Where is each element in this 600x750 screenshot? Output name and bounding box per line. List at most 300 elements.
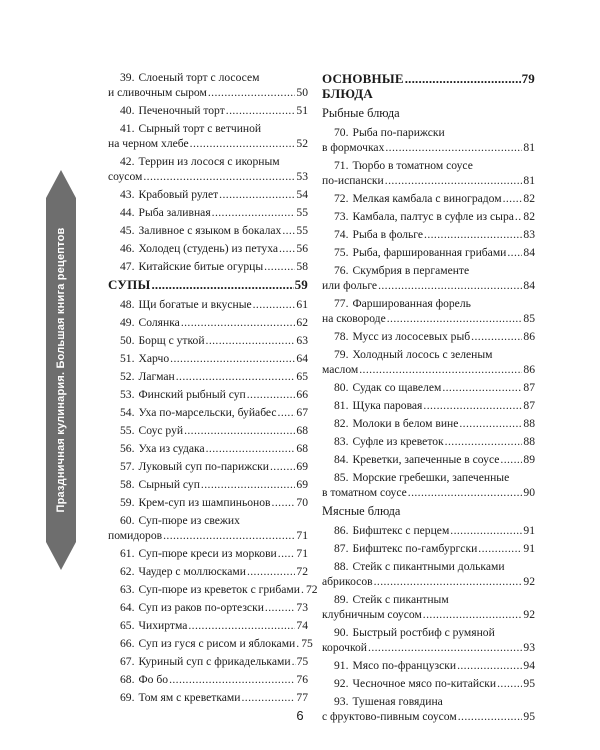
entry-number: 75 . (322, 245, 353, 260)
entry-number: 63 . (108, 582, 139, 597)
toc-entry-second-line (108, 85, 308, 100)
entry-title: Рыба, фаршированная грибами (352, 246, 507, 259)
leader-dots (212, 205, 296, 220)
entry-number: 76 . (334, 264, 353, 277)
entry-title: Рыба заливная (138, 206, 211, 219)
leader-dots (378, 278, 522, 293)
toc-entry-second-line (322, 140, 535, 155)
toc-entry-first-line (322, 125, 535, 140)
entry-title: Судак со щавелем (352, 381, 442, 394)
toc-entry (108, 405, 308, 420)
toc-entry (322, 329, 535, 344)
entry-number: 73 . (322, 209, 353, 224)
leader-dots (408, 485, 523, 500)
entry-page: 63 (296, 334, 308, 347)
toc-entry (108, 600, 308, 615)
entry-title: Мясо по-французски (352, 659, 457, 672)
entry-title: Чаудер с моллюсками (138, 565, 246, 578)
entry-title: Борщ с уткой (138, 334, 205, 347)
entry-number: 70 . (334, 126, 353, 139)
entry-title: Бифштекс по-гамбургски (352, 542, 478, 555)
toc-entry-first-line (108, 121, 308, 136)
entry-title-line2: с фруктово-пивным соусом (322, 710, 457, 723)
entry-title-line1: Рыба по-парижски (352, 126, 445, 139)
entry-page: 86 (523, 330, 535, 343)
toc-entry (108, 690, 308, 705)
leader-dots (181, 315, 296, 330)
toc-entry (108, 187, 308, 202)
toc-entry (108, 351, 308, 366)
toc-entry (108, 441, 308, 456)
entry-title-line1: Холодный лосось с зеленым (352, 348, 493, 361)
entry-number: 86 . (322, 523, 353, 538)
toc-entry-first-line (322, 625, 535, 640)
entry-title-line2: на сковороде (322, 312, 386, 325)
toc-entry (108, 315, 308, 330)
entry-title-line2: по-испански (322, 174, 384, 187)
entry-number: 43 . (108, 187, 139, 202)
entry-number: 40 . (108, 103, 139, 118)
entry-title-line1: Скумбрия в пергаменте (352, 264, 470, 277)
entry-page: 68 (296, 424, 308, 437)
entry-title: Суфле из креветок (352, 435, 444, 448)
leader-dots (265, 600, 296, 615)
toc-entry-first-line (322, 559, 535, 574)
entry-number: 66 . (108, 636, 139, 651)
toc-entry (108, 70, 308, 100)
toc-left-column (108, 70, 318, 708)
entry-number: 69 . (108, 690, 139, 705)
leader-dots (143, 169, 295, 184)
entry-page: 85 (523, 312, 535, 325)
toc-entry (322, 191, 535, 206)
leader-dots (296, 636, 300, 651)
entry-number: 59 . (108, 495, 139, 510)
leader-dots (457, 658, 522, 673)
entry-title-line1: Тушеная говядина (352, 695, 443, 708)
toc-entry-first-line (322, 158, 535, 173)
entry-title-line2: и сливочным сыром (108, 86, 207, 99)
toc-entry (108, 297, 308, 312)
toc-entry (322, 347, 535, 377)
entry-page: 75 (301, 637, 313, 650)
entry-title-line2: маслом (322, 363, 359, 376)
entry-title: Харчо (138, 352, 170, 365)
entry-page: 86 (523, 363, 535, 376)
toc-entry-second-line (322, 574, 535, 589)
leader-dots (405, 71, 521, 86)
entry-page: 90 (523, 486, 535, 499)
entry-page: 93 (523, 641, 535, 654)
entry-number: 55 . (108, 423, 139, 438)
entry-number: 71 . (334, 159, 353, 172)
entry-page: 88 (523, 435, 535, 448)
entry-page: 52 (296, 137, 308, 150)
leader-dots (301, 582, 305, 597)
toc-entry (322, 452, 535, 467)
leader-dots (500, 452, 522, 467)
leader-dots (206, 441, 296, 456)
entry-number: 82 . (322, 416, 353, 431)
entry-page: 55 (296, 224, 308, 237)
entry-page: 69 (296, 460, 308, 473)
entry-number: 48 . (108, 297, 139, 312)
toc-entry (322, 523, 535, 538)
entry-title: Суп из раков по-ортезски (138, 601, 264, 614)
leader-dots (169, 672, 295, 687)
entry-number: 52 . (108, 369, 139, 384)
toc-entry-first-line (322, 263, 535, 278)
entry-number: 67 . (108, 654, 139, 669)
entry-title-line2: в формочках (322, 141, 385, 154)
leader-dots (163, 528, 295, 543)
entry-page: 55 (296, 206, 308, 219)
entry-title: Фо бо (138, 673, 169, 686)
toc-entry-first-line (322, 296, 535, 311)
entry-title: Сырный суп (138, 478, 200, 491)
entry-title: Крабовый рулет (138, 188, 219, 201)
leader-dots (270, 459, 295, 474)
toc-entry-second-line (322, 640, 535, 655)
entry-page: 53 (296, 170, 308, 183)
entry-page: 64 (296, 352, 308, 365)
leader-dots (170, 351, 295, 366)
toc-entry (108, 672, 308, 687)
entry-title: Том ям с креветками (138, 691, 241, 704)
entry-number: 89 . (334, 593, 353, 606)
toc-entries-meat (322, 523, 535, 724)
entry-title-line1: Слоеный торт с лососем (138, 71, 260, 84)
page-number: 6 (296, 708, 304, 723)
entry-title: Чихиртма (138, 619, 188, 632)
entry-page: 82 (523, 192, 535, 205)
toc-entry-second-line (322, 311, 535, 326)
section-page: 59 (294, 277, 308, 292)
entry-page: 83 (523, 228, 535, 241)
toc-entry (108, 618, 308, 633)
entry-page: 88 (523, 417, 535, 430)
entry-page: 74 (296, 619, 308, 632)
leader-dots (219, 187, 295, 202)
leader-dots (503, 191, 523, 206)
entry-number: 50 . (108, 333, 139, 348)
leader-dots (424, 227, 522, 242)
entry-title-line2: корочкой (322, 641, 368, 654)
toc-entry (108, 513, 308, 543)
leader-dots (282, 223, 295, 238)
entry-number: 84 . (322, 452, 353, 467)
entry-page: 72 (296, 565, 308, 578)
toc-entry (108, 121, 308, 151)
entry-number: 68 . (108, 672, 139, 687)
entry-page: 94 (523, 659, 535, 672)
entry-page: 70 (296, 496, 308, 509)
toc-entry (108, 369, 308, 384)
leader-dots (445, 434, 523, 449)
section-heading-soups (108, 277, 308, 292)
entry-title: Мелкая камбала с виноградом (352, 192, 502, 205)
entry-title-line2: помидоров (108, 529, 163, 542)
entry-title-line2: в томатном соусе (322, 486, 407, 499)
entry-page: 75 (296, 655, 309, 668)
entry-number: 90 . (334, 626, 353, 639)
leader-dots (387, 311, 523, 326)
entry-title: Лагман (138, 370, 175, 383)
entry-title: Крем-суп из шампиньонов (138, 496, 271, 509)
entry-number: 83 . (322, 434, 353, 449)
entry-number: 78 . (322, 329, 353, 344)
entry-number: 65 . (108, 618, 139, 633)
entry-number: 74 . (322, 227, 353, 242)
entry-number: 57 . (108, 459, 139, 474)
entry-page: 84 (523, 279, 535, 292)
toc-entry-first-line (108, 513, 308, 528)
entry-page: 71 (296, 547, 308, 560)
leader-dots (359, 362, 522, 377)
entry-title-line1: Сырный торт с ветчиной (138, 122, 262, 135)
toc-entry (108, 636, 313, 651)
toc-entries-soups (108, 297, 318, 705)
toc-entry (322, 658, 535, 673)
leader-dots (151, 277, 293, 292)
entry-page: 92 (523, 608, 535, 621)
entry-page: 81 (523, 141, 535, 154)
entry-page: 68 (296, 442, 308, 455)
toc-entry (108, 477, 308, 492)
entry-number: 42 . (120, 155, 139, 168)
toc-entry (108, 259, 308, 274)
entry-number: 64 . (108, 600, 139, 615)
entry-number: 72 . (322, 191, 353, 206)
leader-dots (176, 369, 296, 384)
leader-dots (478, 541, 522, 556)
entry-title: Камбала, палтус в суфле из сыра (352, 210, 514, 223)
section-heading-main-dishes (322, 71, 535, 101)
entry-title-line1: Морские гребешки, запеченные (352, 471, 510, 484)
entry-page: 65 (296, 370, 308, 383)
leader-dots (253, 297, 296, 312)
entry-title-line1: Суп-пюре из свежих (138, 514, 240, 527)
section-title: ОСНОВНЫЕ БЛЮДА (322, 71, 404, 101)
entry-page: 92 (523, 575, 535, 588)
toc-entries-fish (322, 125, 535, 500)
toc-entry (108, 333, 308, 348)
toc-entry (108, 546, 308, 561)
entry-number: 61 . (108, 546, 139, 561)
leader-dots (278, 405, 296, 420)
entry-title: Суп из гуся с рисом и яблоками (138, 637, 296, 650)
leader-dots (423, 607, 523, 622)
entry-number: 54 . (108, 405, 139, 420)
entry-title: Суп-пюре из креветок с грибами (138, 583, 300, 596)
toc-entry (108, 205, 308, 220)
leader-dots (423, 398, 522, 413)
toc-entry-second-line (322, 607, 535, 622)
entry-number: 45 . (108, 223, 139, 238)
entry-title-line2: абрикосов (322, 575, 373, 588)
toc-entry-second-line (108, 136, 308, 151)
leader-dots (190, 136, 296, 151)
book-title-tab-text: Праздничная кулинария. Большая книга рецептов (55, 227, 67, 513)
subsection-meat-dishes: Мясные блюда (322, 504, 401, 518)
entry-number: 39 . (120, 71, 139, 84)
entry-page: 61 (296, 298, 308, 311)
entry-page: 50 (296, 86, 308, 99)
toc-entry (322, 541, 535, 556)
entry-page: 67 (296, 406, 308, 419)
entry-page: 91 (523, 524, 535, 537)
entry-title: Чесночное мясо по-китайски (352, 677, 497, 690)
entry-title: Куриный суп с фрикадельками (138, 655, 291, 668)
toc-entry-first-line (322, 592, 535, 607)
toc-entry (108, 582, 318, 597)
toc-entry (322, 625, 535, 655)
toc-entry (108, 654, 308, 669)
entry-page: 72 (305, 583, 318, 596)
entry-page: 71 (296, 529, 308, 542)
entry-title-line2: соусом (108, 170, 143, 183)
leader-dots (497, 676, 522, 691)
entry-page: 77 (296, 691, 308, 704)
leader-dots (247, 564, 295, 579)
entry-number: 47 . (108, 259, 139, 274)
toc-entry (322, 470, 535, 500)
entry-title-line1: Быстрый ростбиф с румяной (352, 626, 495, 639)
toc-entry-first-line (108, 70, 308, 85)
entry-page: 73 (296, 601, 308, 614)
entry-number: 51 . (108, 351, 139, 366)
entry-number: 56 . (108, 441, 139, 456)
leader-dots (188, 618, 295, 633)
leader-dots (279, 241, 295, 256)
toc-entry (322, 592, 535, 622)
leader-dots (226, 103, 296, 118)
toc-entry (322, 158, 535, 188)
leader-dots (264, 259, 295, 274)
leader-dots (471, 329, 522, 344)
toc-right-column (322, 70, 535, 727)
entry-title: Щи богатые и вкусные (138, 298, 252, 311)
entry-number: 77 . (334, 297, 353, 310)
leader-dots (442, 380, 522, 395)
entry-page: 95 (523, 710, 535, 723)
toc-entry (322, 227, 535, 242)
leader-dots (459, 416, 522, 431)
toc-entry (108, 459, 308, 474)
entry-number: 81 . (322, 398, 353, 413)
entry-title: Суп-пюре креси из моркови (138, 547, 277, 560)
entry-page: 81 (523, 174, 535, 187)
toc-entry-first-line (322, 694, 535, 709)
entry-title-line2: на черном хлебе (108, 137, 189, 150)
entry-title-line2: или фольге (322, 279, 378, 292)
toc-entry-first-line (322, 470, 535, 485)
leader-dots (206, 333, 296, 348)
toc-entry (322, 125, 535, 155)
entry-page: 56 (296, 242, 308, 255)
entry-number: 85 . (334, 471, 353, 484)
leader-dots (385, 140, 522, 155)
entry-number: 88 . (334, 560, 353, 573)
toc-entry (322, 398, 535, 413)
leader-dots (515, 209, 522, 224)
leader-dots (241, 690, 295, 705)
section-title: СУПЫ (108, 277, 151, 292)
toc-entry-second-line (322, 362, 535, 377)
entry-title-line1: Стейк с пикантными дольками (352, 560, 505, 573)
entry-title: Щука паровая (352, 399, 423, 412)
toc-entry (322, 559, 535, 589)
toc-entry (322, 296, 535, 326)
leader-dots (272, 495, 296, 510)
toc-entry (322, 209, 535, 224)
entry-page: 51 (296, 104, 308, 117)
toc-entry (108, 387, 308, 402)
entry-number: 93 . (334, 695, 353, 708)
toc-entry (108, 423, 308, 438)
entry-title: Солянка (138, 316, 180, 329)
entry-title: Рыба в фольге (352, 228, 424, 241)
leader-dots (278, 546, 296, 561)
entry-page: 62 (296, 316, 308, 329)
entry-number: 44 . (108, 205, 139, 220)
toc-entry (322, 434, 535, 449)
toc-entry-first-line (108, 154, 308, 169)
leader-dots (374, 574, 523, 589)
toc-entry (322, 245, 535, 260)
entry-page: 54 (296, 188, 308, 201)
entry-page: 58 (296, 260, 308, 273)
entry-page: 91 (523, 542, 535, 555)
entry-page: 66 (296, 388, 308, 401)
toc-entry-second-line (322, 173, 535, 188)
entry-number: 41 . (120, 122, 139, 135)
entry-title: Уха из судака (138, 442, 205, 455)
leader-dots (450, 523, 522, 538)
toc-entry (108, 154, 308, 184)
leader-dots (292, 654, 296, 669)
entry-number: 62 . (108, 564, 139, 579)
entry-title: Креветки, запеченные в соусе (352, 453, 500, 466)
entry-number: 87 . (322, 541, 353, 556)
entry-page: 84 (523, 246, 535, 259)
entry-number: 49 . (108, 315, 139, 330)
toc-entry (322, 263, 535, 293)
leader-dots (247, 387, 296, 402)
toc-entry (108, 103, 308, 118)
entry-title: Заливное с языком в бокалах (138, 224, 282, 237)
toc-entry (322, 416, 535, 431)
entry-title-line1: Тюрбо в томатном соусе (352, 159, 473, 172)
entry-title: Мусс из лососевых рыб (352, 330, 471, 343)
entry-title-line2: клубничным соусом (322, 608, 422, 621)
entry-title-line1: Террин из лосося с икорным (138, 155, 280, 168)
leader-dots (201, 477, 295, 492)
leader-dots (208, 85, 296, 100)
entry-number: 79 . (334, 348, 353, 361)
entry-page: 87 (523, 381, 535, 394)
toc-entry (322, 380, 535, 395)
entry-title: Китайские битые огурцы (138, 260, 264, 273)
entry-page: 69 (296, 478, 308, 491)
entry-number: 80 . (322, 380, 353, 395)
entry-number: 53 . (108, 387, 139, 402)
entry-page: 95 (523, 677, 535, 690)
toc-entry-second-line (322, 278, 535, 293)
entry-title: Холодец (студень) из петуха (138, 242, 278, 255)
leader-dots (368, 640, 522, 655)
entry-title: Луковый суп по-парижски (138, 460, 269, 473)
